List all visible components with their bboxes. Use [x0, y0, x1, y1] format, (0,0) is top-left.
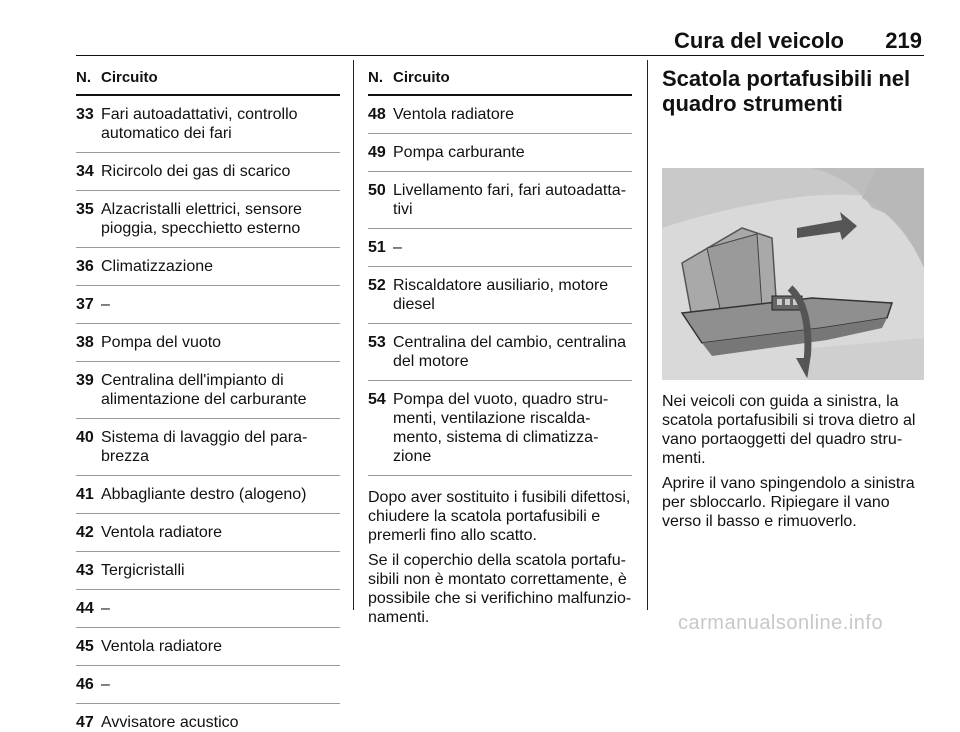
header-title: Cura del veicolo: [674, 28, 844, 53]
circuit-description: Ventola radiatore: [101, 524, 222, 541]
fuse-number: 42: [76, 524, 94, 541]
section-title: Scatola portafusibili nel quadro strumenti: [662, 66, 911, 116]
table-row: [368, 105, 632, 124]
header-circuit: Circuito: [101, 69, 158, 86]
fuse-number: 52: [368, 277, 386, 294]
circuit-description: Avvisatore acustico: [101, 714, 239, 731]
circuit-description: Pompa carburante: [393, 144, 525, 161]
circuit-description: Livellamento fari, fari autoadatta- tivi: [393, 182, 627, 218]
fuse-box-drawing: [662, 168, 924, 380]
circuit-description: Pompa del vuoto, quadro stru- menti, ventilazione riscalda- mento, sistema di climatizza- zione: [393, 391, 609, 465]
fuse-number: 49: [368, 144, 386, 161]
table-row: [368, 266, 632, 314]
table-header: [368, 66, 632, 96]
fuse-table-left: [76, 66, 340, 732]
table-row: [76, 152, 340, 181]
circuit-description: Pompa del vuoto: [101, 334, 222, 351]
circuit-description: Sistema di lavaggio del para- brezza: [101, 429, 308, 465]
table-row: [368, 133, 632, 162]
fuse-number: 54: [368, 391, 386, 408]
page-header: [76, 22, 924, 56]
circuit-description: Climatizzazione: [101, 258, 214, 275]
fuse-number: 44: [76, 600, 94, 617]
table-row: [76, 513, 340, 542]
table-row: [76, 323, 340, 352]
table-row: [76, 418, 340, 466]
fuse-number: 38: [76, 334, 94, 351]
fuse-number: 45: [76, 638, 94, 655]
fuse-number: 51: [368, 239, 386, 256]
circuit-description: –: [101, 296, 110, 313]
fuse-number: 46: [76, 676, 94, 693]
table-row: [368, 380, 632, 466]
table-row: [368, 171, 632, 219]
header-num: N.: [368, 69, 383, 86]
fuse-table-right: [368, 66, 632, 627]
circuit-description: –: [101, 676, 110, 693]
table-row: [76, 589, 340, 618]
header-num: N.: [76, 69, 91, 86]
circuit-description: Tergicristalli: [101, 562, 185, 579]
fuse-number: 36: [76, 258, 94, 275]
table-row: [76, 105, 340, 143]
note-paragraph: Dopo aver sostituito i fusibili difettosi, chiudere la scatola portafusibili e premerli fino allo scatto.: [368, 489, 631, 544]
table-row: [76, 475, 340, 504]
fuse-number: 53: [368, 334, 386, 351]
table-row: [368, 323, 632, 371]
fuse-number: 40: [76, 429, 94, 446]
fuse-number: 37: [76, 296, 94, 313]
column-divider: [647, 60, 648, 610]
section-instrument-panel: [662, 66, 924, 531]
circuit-description: Fari autoadattativi, controllo automatico dei fari: [101, 106, 298, 142]
circuit-description: Ventola radiatore: [393, 106, 514, 123]
page-number: 219: [885, 28, 922, 53]
table-row: [368, 228, 632, 257]
table-row: [76, 703, 340, 732]
circuit-description: Centralina del cambio, centralina del motore: [393, 334, 627, 370]
table-row: [76, 190, 340, 238]
watermark: carmanualsonline.info: [678, 612, 884, 634]
circuit-description: Alzacristalli elettrici, sensore pioggia, specchietto esterno: [101, 201, 302, 237]
note-paragraph: Se il coperchio della scatola portafu- sibili non è montato correttamente, è possibile che si verifichino malfunzio- namenti.: [368, 552, 632, 626]
fuse-number: 35: [76, 201, 94, 218]
table-row: [76, 361, 340, 409]
fuse-box-illustration: [662, 168, 924, 380]
table-row: [76, 247, 340, 276]
fuse-number: 43: [76, 562, 94, 579]
table-row: [76, 551, 340, 580]
fuse-number: 34: [76, 163, 94, 180]
circuit-description: –: [393, 239, 402, 256]
header-circuit: Circuito: [393, 69, 450, 86]
circuit-description: Ricircolo dei gas di scarico: [101, 163, 291, 180]
fuse-number: 50: [368, 182, 386, 199]
column-divider: [353, 60, 354, 610]
section-paragraph: Nei veicoli con guida a sinistra, la scatola portafusibili si trova dietro al vano portaoggetti del quadro stru- menti.: [662, 393, 916, 467]
circuit-description: Centralina dell'impianto di alimentazione del carburante: [101, 372, 307, 408]
fuse-number: 48: [368, 106, 386, 123]
circuit-description: Abbagliante destro (alogeno): [101, 486, 307, 503]
fuse-number: 39: [76, 372, 94, 389]
section-paragraph: Aprire il vano spingendolo a sinistra per sbloccarlo. Ripiegare il vano verso il basso e rimuoverlo.: [662, 475, 915, 530]
circuit-description: Ventola radiatore: [101, 638, 222, 655]
fuse-number: 47: [76, 714, 94, 731]
fuse-number: 41: [76, 486, 94, 503]
table-row: [76, 285, 340, 314]
table-row: [76, 665, 340, 694]
circuit-description: Riscaldatore ausiliario, motore diesel: [393, 277, 609, 313]
circuit-description: –: [101, 600, 110, 617]
fuse-number: 33: [76, 106, 94, 123]
table-header: [76, 66, 340, 96]
